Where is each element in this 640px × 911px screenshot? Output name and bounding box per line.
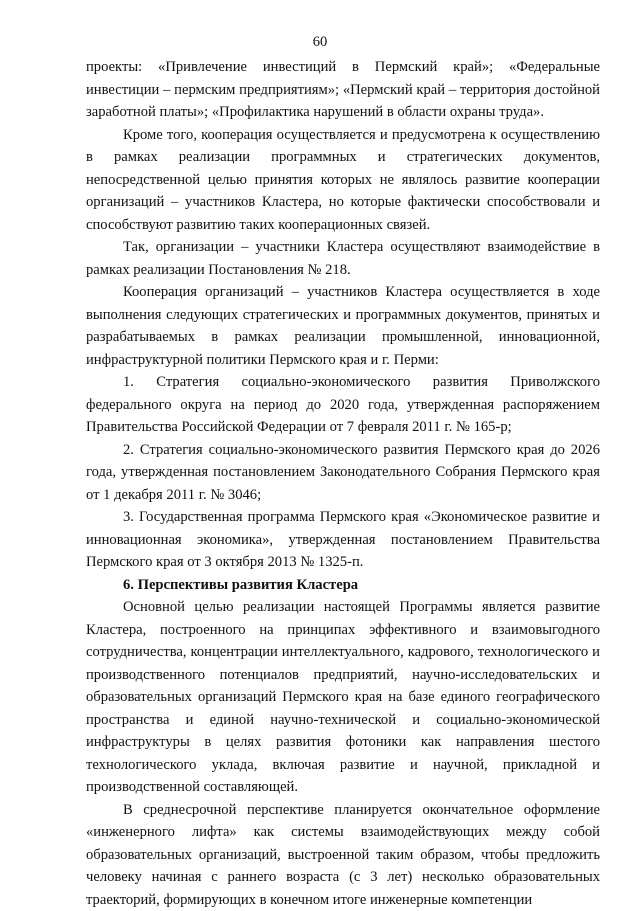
paragraph-main-goal: Основной целью реализации настоящей Программы является развитие Кластера, построенного на принципах эффективного и взаимовыгодного сотрудничества, концентрации интеллектуального, кадрового, технологического и производственного потенциалов предприятий, научно-исследовательских и образовательных организаций Пермского края на базе единого географического пространства и единой научно-технической и социально-экономической инфраструктуры в целях развития фотоники как направления шестого технологического уклада, включая развитие и научной, прикладной и производственной составляющей.: [86, 596, 600, 799]
paragraph-resolution-218: Так, организации – участники Кластера осуществляют взаимодействие в рамках реализации Постановления № 218.: [86, 236, 600, 281]
list-item-state-program: 3. Государственная программа Пермского края «Экономическое развитие и инновационная экономика», утвержденная постановлением Правительства Пермского края от 3 октября 2013 № 1325-п.: [86, 506, 600, 574]
paragraph-engineering-lift: В среднесрочной перспективе планируется окончательное оформление «инженерного лифта» как системы взаимодействующих между собой образовательных организаций, выстроенной таким образом, чтобы предложить человеку начиная с раннего возраста (с 3 лет) несколько образовательных траекторий, формирующих в конечном итоге инженерные компетенции: [86, 799, 600, 911]
list-item-strategy-volga: 1. Стратегия социально-экономического развития Приволжского федерального округа на период до 2020 года, утвержденная распоряжением Правительства Российской Федерации от 7 февраля 2011 г. № 165-р;: [86, 371, 600, 439]
document-body: [86, 56, 600, 911]
paragraph-projects-continuation: проекты: «Привлечение инвестиций в Пермский край»; «Федеральные инвестиции – пермским предприятиям»; «Пермский край – территория достойной заработной платы»; «Профилактика нарушений в области охраны труда».: [86, 56, 600, 124]
list-item-strategy-perm: 2. Стратегия социально-экономического развития Пермского края до 2026 года, утвержденная постановлением Законодательного Собрания Пермского края от 1 декабря 2011 г. № 3046;: [86, 439, 600, 507]
paragraph-documents-intro: Кооперация организаций – участников Кластера осуществляется в ходе выполнения следующих стратегических и программных документов, принятых и разрабатываемых в рамках реализации промышленной, инновационной, инфраструктурной политики Пермского края и г. Перми:: [86, 281, 600, 371]
page-number: 60: [0, 31, 640, 54]
paragraph-cooperation: Кроме того, кооперация осуществляется и предусмотрена к осуществлению в рамках реализации программных и стратегических документов, непосредственной целью принятия которых не являлось развитие кооперации организаций – участников Кластера, но которые фактически способствовали и способствуют развитию таких кооперационных связей.: [86, 124, 600, 237]
section-heading: 6. Перспективы развития Кластера: [86, 574, 600, 597]
